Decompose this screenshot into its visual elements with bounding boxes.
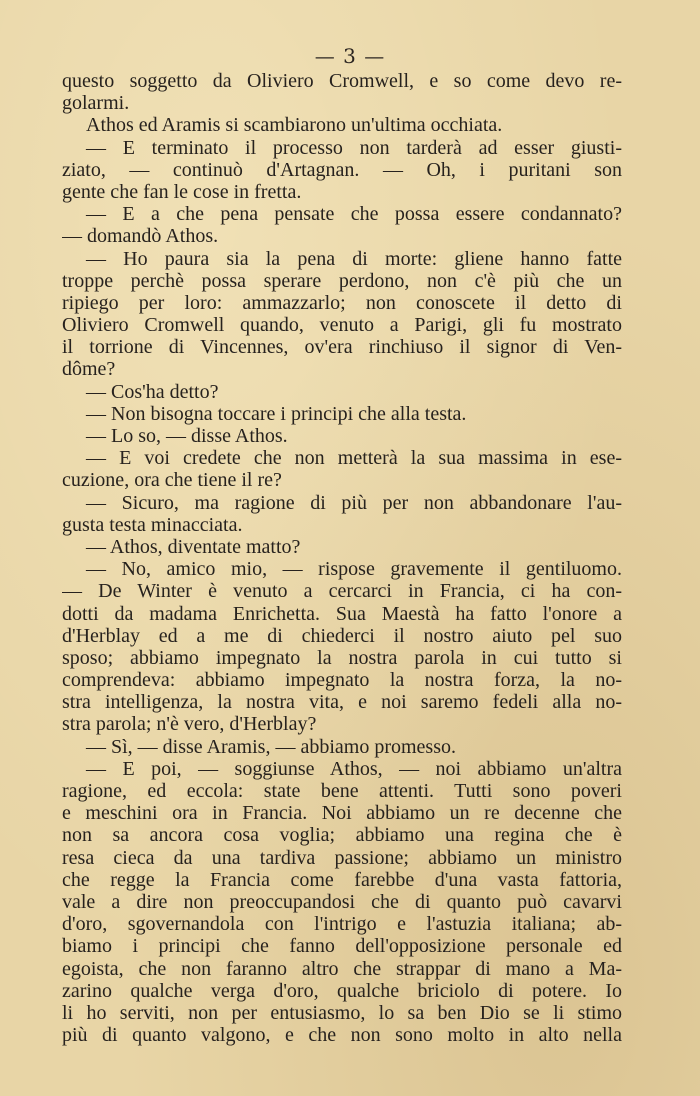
text-line: — E terminato il processo non tarderà ad esser giusti- xyxy=(86,136,622,159)
text-line: il torrione di Vincennes, ov'era rinchiuso il signor di Ven- xyxy=(62,336,622,359)
text-line: egoista, che non faranno altro che strappar di mano a Ma- xyxy=(62,957,622,980)
text-line: zarino qualche verga d'oro, qualche briciolo di potere. Io xyxy=(62,979,622,1002)
text-line: più di quanto valgono, e che non sono molto in alto nella xyxy=(62,1024,622,1047)
text-line: ragione, ed eccola: state bene attenti. Tutti sono poveri xyxy=(62,780,622,802)
text-line: — Athos, diventate matto? xyxy=(86,535,301,558)
text-line: — Sicuro, ma ragione di più per non abbandonare l'au- xyxy=(86,491,622,514)
text-line: stra intelligenza, la nostra vita, e noi saremo fedeli alla no- xyxy=(62,691,622,714)
text-line: li ho serviti, non per entusiasmo, lo sa ben Dio se li stimo xyxy=(62,1001,622,1024)
text-line: d'oro, sgovernandola con l'intrigo e l'astuzia italiana; ab- xyxy=(62,913,622,936)
text-line: resa cieca da una tardiva passione; abbiamo un ministro xyxy=(62,846,622,869)
text-line: — No, amico mio, — rispose gravemente il gentiluomo. xyxy=(86,558,622,581)
text-line: cuzione, ora che tiene il re? xyxy=(62,469,282,492)
text-line: — Ho paura sia la pena di morte: gliene hanno fatte xyxy=(86,247,622,270)
text-line: — E a che pena pensate che possa essere condannato? xyxy=(86,203,622,226)
text-line: — De Winter è venuto a cercarci in Francia, ci ha con- xyxy=(62,580,622,603)
text-line: — Lo so, — disse Athos. xyxy=(86,425,288,447)
text-line: gusta testa minacciata. xyxy=(62,513,243,536)
text-line: — Cos'ha detto? xyxy=(86,380,219,403)
text-line: — E poi, — soggiunse Athos, — noi abbiamo un'altra xyxy=(86,757,622,780)
text-line: comprendeva: abbiamo impegnato la nostra forza, la no- xyxy=(62,669,622,692)
text-line: dôme? xyxy=(62,358,116,381)
text-line: ripiego per loro: ammazzarlo; non conoscete il detto di xyxy=(62,291,622,314)
text-line: che regge la Francia come farebbe d'una vasta fattoria, xyxy=(62,868,622,891)
text-line: e meschini ora in Francia. Noi abbiamo un re decenne che xyxy=(62,802,622,825)
text-line: vale a dire non preoccupandosi che di quanto può cavarvi xyxy=(62,890,622,913)
text-line: — domandò Athos. xyxy=(62,225,219,248)
text-line: d'Herblay ed a me di chiederci il nostro aiuto pel suo xyxy=(62,624,622,647)
text-line: troppe perchè possa sperare perdono, non c'è più che un xyxy=(62,269,622,292)
text-line: ziato, — continuò d'Artagnan. — Oh, i puritani son xyxy=(62,158,622,181)
text-line: golarmi. xyxy=(62,92,130,115)
text-line: biamo i principi che fanno dell'opposizione personale ed xyxy=(62,935,622,958)
text-line: gente che fan le cose in fretta. xyxy=(62,180,302,203)
body-text xyxy=(62,70,622,1046)
text-line: questo soggetto da Oliviero Cromwell, e so come devo re- xyxy=(62,70,622,92)
text-line: — Sì, — disse Aramis, — abbiamo promesso. xyxy=(86,735,456,758)
text-line: stra parola; n'è vero, d'Herblay? xyxy=(62,713,317,736)
text-line: — Non bisogna toccare i principi che alla testa. xyxy=(86,402,467,425)
text-line: Athos ed Aramis si scambiarono un'ultima occhiata. xyxy=(86,114,503,137)
text-line: non sa ancora cosa voglia; abbiamo una regina che è xyxy=(62,824,622,847)
text-line: sposo; abbiamo impegnato la nostra parola in cui tutto si xyxy=(62,646,622,669)
text-line: dotti da madama Enrichetta. Sua Maestà ha fatto l'onore a xyxy=(62,602,622,625)
text-line: Oliviero Cromwell quando, venuto a Parigi, gli fu mostrato xyxy=(62,314,622,337)
page-number: — 3 — xyxy=(314,44,386,68)
text-line: — E voi credete che non metterà la sua massima in ese- xyxy=(86,447,622,470)
